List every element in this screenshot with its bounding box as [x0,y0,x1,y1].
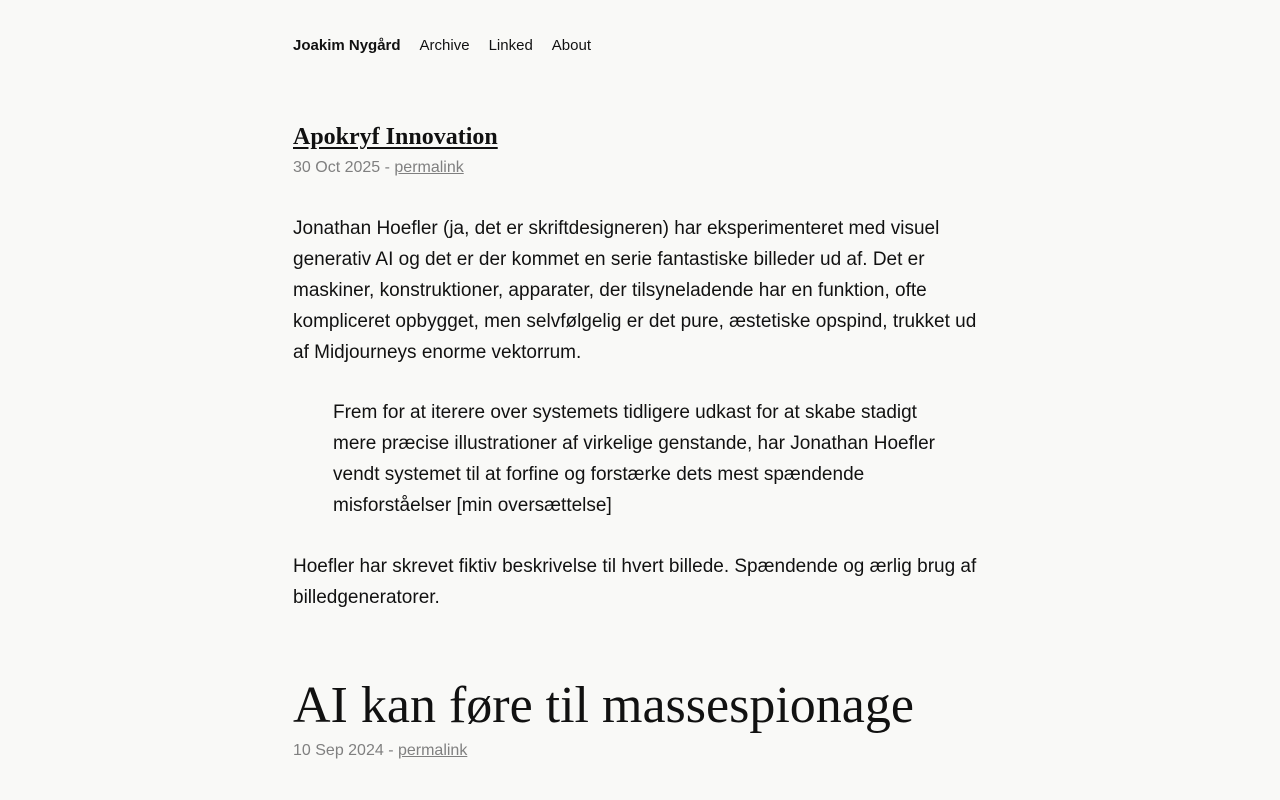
permalink-link[interactable]: permalink [394,159,464,176]
post-paragraph: Hoefler har skrevet fiktiv beskrivelse til hvert billede. Spændende og ærlig brug af billedgeneratorer. [293,556,977,608]
meta-separator: - [380,159,395,176]
post-meta [293,158,464,178]
post-title [293,122,498,152]
post-title [293,676,914,736]
post-title-link[interactable]: AI kan føre til massespionage [293,677,914,734]
site-nav [293,36,591,56]
post-date: 30 Oct 2025 [293,159,381,176]
nav-about-link[interactable]: About [551,37,591,54]
permalink-link[interactable]: permalink [397,742,468,759]
post-date: 10 Sep 2024 [293,742,384,759]
nav-linked-link[interactable]: Linked [488,37,533,54]
post-title-link[interactable]: Apokryf Innovation [293,124,498,150]
meta-separator: - [383,742,398,759]
post-blockquote: Frem for at iterere over systemets tidligere udkast for at skabe stadigt mere præcise illustrationer af virkelige genstande, har Jonathan Hoefler vendt systemet til at forfine og forstærke dets mest spændende misforståelser [min oversættelse] [333,402,935,516]
post-meta [293,741,467,761]
post-paragraph: Jonathan Hoefler (ja, det er skriftdesigneren) har eksperimenteret med visuel generativ AI og det er der kommet en serie fantastiske billeder ud af. Det er maskiner, konstruktioner, apparater, der tilsyneladende har en funktion, ofte kompliceret opbygget, men selvfølgelig er det pure, æstetiske opspind, trukket ud af Midjourneys enorme vektorrum. [293,218,977,363]
nav-archive-link[interactable]: Archive [419,37,470,54]
site-brand-link[interactable]: Joakim Nygård [293,37,401,54]
